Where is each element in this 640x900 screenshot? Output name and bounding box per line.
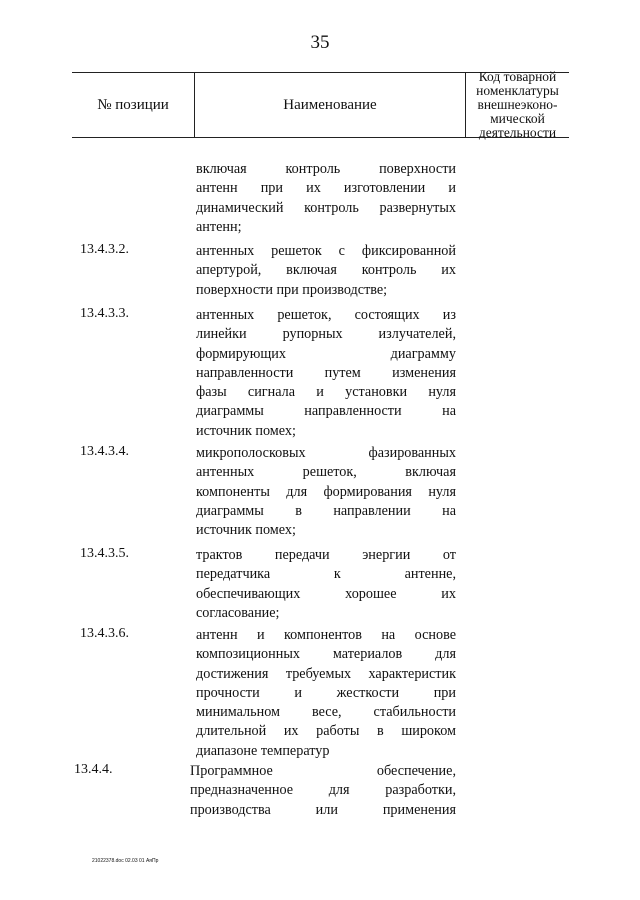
description-line: источник помех; [196, 422, 296, 439]
header-code [466, 69, 569, 140]
description-line: достижения требуемых характеристик [196, 665, 456, 682]
description-line: диаграммы в направлении на [196, 502, 456, 519]
description-line: компоненты для формирования нуля [196, 483, 456, 500]
row-position-number: 13.4.3.5. [80, 546, 129, 561]
row-description [196, 160, 456, 237]
header-name: Наименование [195, 73, 466, 137]
header-code-line: внешнеэконо- [477, 97, 558, 112]
description-line: динамический контроль развернутых [196, 199, 456, 216]
page-number: 35 [310, 32, 330, 53]
header-code-line: номенклатуры [476, 83, 559, 98]
description-line: трактов передачи энергии от [196, 547, 456, 563]
description-line: антенн; [196, 218, 242, 235]
description-line: антенн и компонентов на основе [196, 627, 456, 643]
description-line: диапазоне температур [196, 742, 330, 759]
table-header [72, 69, 569, 140]
row-description [196, 306, 456, 441]
description-line: формирующих диаграмму [196, 345, 456, 362]
row-description [196, 626, 456, 761]
row-position-number: 13.4.3.4. [80, 444, 129, 459]
description-line: микрополосковых фазированных [196, 445, 456, 461]
description-line: обеспечивающих хорошее их [196, 585, 456, 602]
description-line: диаграммы направленности на [196, 403, 456, 420]
description-line: прочности и жесткости при [196, 684, 456, 701]
header-code-line: деятельности [478, 125, 557, 140]
description-line: согласование; [196, 604, 280, 621]
description-line: минимальном весе, стабильности [196, 704, 456, 721]
description-line: антенных решеток, состоящих из [196, 307, 456, 323]
description-line: включая контроль поверхности [196, 161, 456, 177]
row-position-number: 13.4.3.3. [80, 306, 129, 321]
description-line: апертурой, включая контроль их [196, 262, 456, 279]
description-line: фазы сигнала и установки нуля [196, 384, 456, 401]
description-line: антенных решеток с фиксированной [196, 243, 456, 259]
description-line: линейки рупорных излучателей, [196, 326, 456, 343]
description-line: предназначенное для разработки, [190, 782, 456, 799]
row-description [190, 762, 456, 820]
row-position-number: 13.4.3.2. [80, 242, 129, 257]
description-line: источник помех; [196, 522, 296, 539]
description-line: поверхности при производстве; [196, 281, 388, 298]
description-line: антенн при их изготовлении и [196, 180, 456, 197]
description-line: композиционных материалов для [196, 646, 456, 663]
footer-code: 21022378.doc 02.03 01 АяПр [92, 858, 159, 864]
row-description [196, 546, 456, 623]
description-line: Программное обеспечение, [190, 763, 456, 779]
row-position-number: 13.4.3.6. [80, 626, 129, 641]
description-line: антенных решеток, включая [196, 464, 456, 481]
header-code-line: Код товарной [478, 69, 557, 84]
description-line: производства или применения [190, 801, 456, 818]
description-line: длительной их работы в широком [196, 723, 456, 740]
row-description [196, 242, 456, 300]
header-code-line: мической [490, 111, 545, 126]
description-line: направленности путем изменения [196, 364, 456, 381]
description-line: передатчика к антенне, [196, 566, 456, 583]
header-position: № позиции [72, 73, 195, 137]
row-description [196, 444, 456, 540]
row-position-number: 13.4.4. [74, 762, 113, 777]
